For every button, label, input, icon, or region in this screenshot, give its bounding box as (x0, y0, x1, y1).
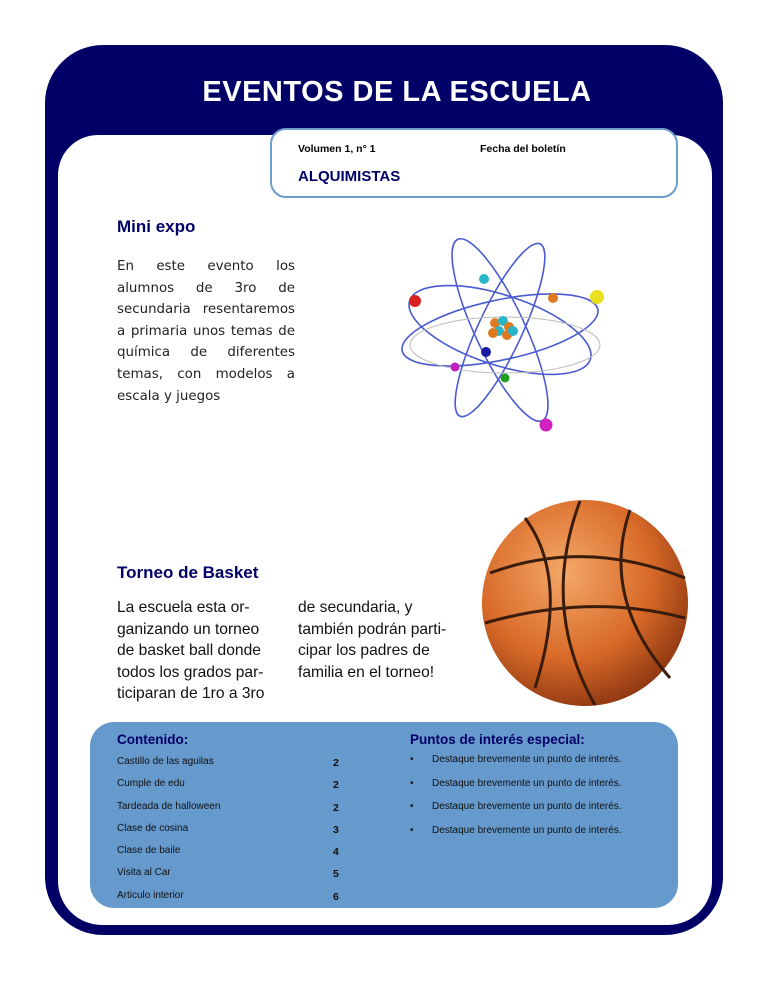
puntos-item: • Destaque brevemente un punto de interés. (410, 825, 622, 849)
puntos-item: • Destaque brevemente un punto de interés. (410, 778, 622, 802)
toc-label: Tardeada de halloween (117, 800, 221, 812)
toc-row (117, 823, 347, 845)
mini-expo-heading: Mini expo (117, 217, 196, 236)
toc-row (117, 801, 347, 823)
contenido-heading: Contenido: (117, 732, 189, 747)
toc-page: 2 (333, 801, 339, 814)
sidebar-box (90, 722, 678, 908)
torneo-text-col1: La escuela esta or- ganizando un torneo de basket ball donde todos los grados par- ticiparan de 1ro a 3ro (117, 599, 265, 703)
date-label: Fecha del boletín (480, 143, 566, 155)
puntos-item: • Destaque brevemente un punto de interés. (410, 754, 622, 778)
basketball-image (480, 498, 690, 708)
info-box (270, 128, 678, 198)
group-name: ALQUIMISTAS (298, 168, 401, 185)
toc-page: 2 (333, 757, 339, 769)
toc-row (117, 756, 347, 778)
mini-expo-text: En este evento los alumnos de 3ro de secundaria resentaremos a primaria unos temas de química de diferentes temas, con modelos a escala y juegos (117, 259, 295, 404)
toc-page: 6 (333, 890, 339, 903)
toc-row (117, 890, 347, 912)
toc-label: Clase de baile (117, 845, 181, 857)
toc-page: 4 (333, 846, 339, 859)
toc-row (117, 845, 347, 867)
toc-page: 5 (333, 868, 339, 881)
toc-label: Clase de cosina (117, 822, 189, 834)
puntos-item: • Destaque brevemente un punto de interés. (410, 801, 622, 825)
nucleus (488, 316, 518, 340)
toc-label: Cumple de edu (117, 778, 185, 790)
atom-image (395, 235, 615, 435)
table-of-contents (117, 756, 347, 912)
volume-label: Volumen 1, n° 1 (298, 143, 376, 155)
toc-row (117, 778, 347, 800)
puntos-heading: Puntos de interés especial: (410, 732, 585, 747)
torneo-heading: Torneo de Basket (117, 563, 259, 582)
toc-label: Castillo de las aguilas (117, 756, 214, 767)
newsletter-title: EVENTOS DE LA ESCUELA (202, 76, 592, 108)
puntos-list (410, 754, 622, 848)
toc-row (117, 867, 347, 889)
torneo-text-col2: de secundaria, y también podrán parti- cipar los padres de familia en el torneo! (298, 599, 447, 681)
toc-page: 2 (333, 779, 339, 792)
toc-label: Articulo interior (117, 889, 184, 901)
toc-label: Visita al Car (117, 867, 171, 879)
toc-page: 3 (333, 823, 339, 836)
